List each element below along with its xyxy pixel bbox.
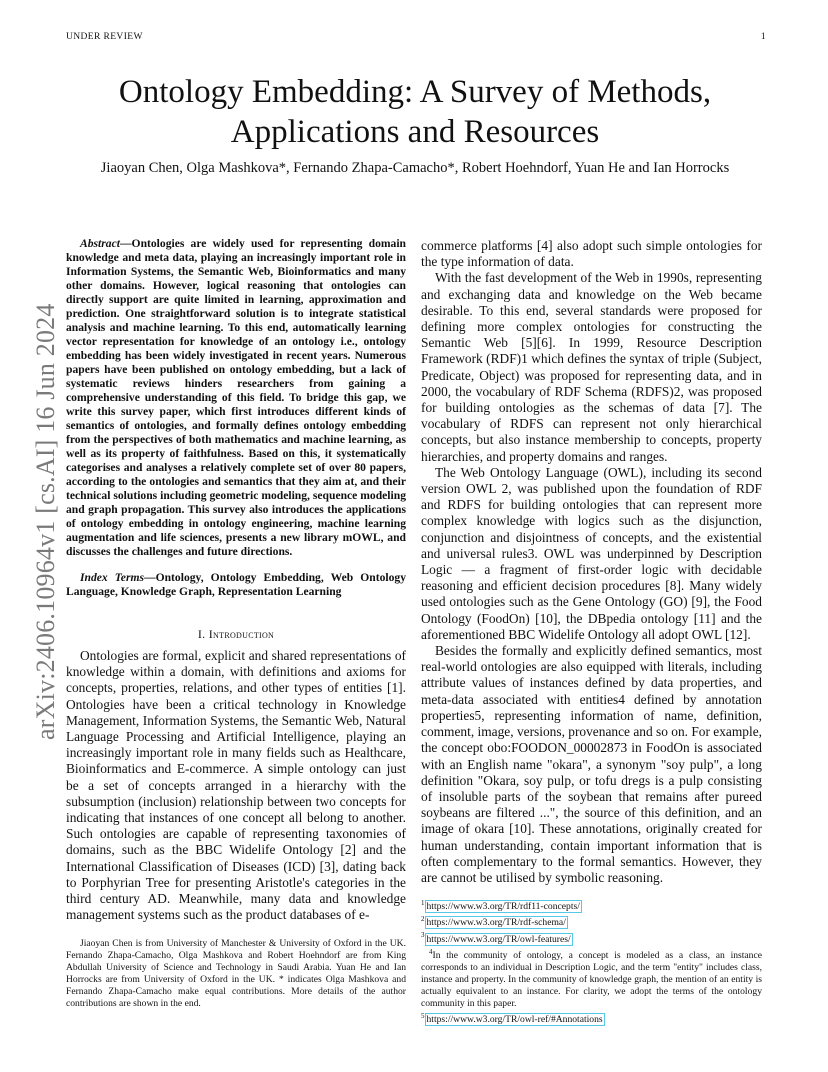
abstract-label: Abstract [80, 237, 120, 250]
footnote-3-url[interactable]: https://www.w3.org/TR/owl-features/ [426, 933, 571, 945]
footnote-5-url[interactable]: https://www.w3.org/TR/owl-ref/#Annotations [426, 1013, 603, 1025]
footnote-1[interactable]: $^1$ https://www.w3.org/TR/rdf11-concepts/ [421, 899, 580, 913]
section-title: Introduction [208, 627, 275, 641]
footnote-2-url[interactable]: https://www.w3.org/TR/rdf-schema/ [426, 917, 566, 929]
paragraph-owl: The Web Ontology Language (OWL), including its second version OWL 2, was published upon the foundation of RDF and RDFS for building ontologies that can represent more complex knowledge with logics such as the disjunction, conjunction and disjointness of concepts, and the existential and universal rules3. OWL was underpinned by Description Logic — a fragment of first-order logic with decidable reasoning and efficient decision procedures [8]. Many widely used ontologies such as the Gene Ontology (GO) [9], the Food Ontology (FoodOn) [10], the DBpedia ontology [11] and the aforementioned BBC Widelife Ontology all adopt OWL [12]. [421, 464, 762, 642]
arxiv-stamp: arXiv:2406.10964v1 [cs.AI] 16 Jun 2024 [31, 303, 60, 740]
abstract-text: Ontologies are widely used for representing domain knowledge and meta data, playing an increasingly important role in Information Systems, the Semantic Web, Bioinformatics and many other domains. However, logical reasoning that ontologies can directly support are quite limited in learning, approximation and prediction. One straightforward solution is to integrate statistical analysis and machine learning. To this end, automatically learning vector representation for knowledge of an ontology i.e., ontology embedding has been widely investigated in recent years. Numerous papers have been published on ontology embedding, but a lack of systematic reviews hinders researchers from gaining a comprehensive understanding of this field. To bridge this gap, we write this survey paper, which first introduces different kinds of semantics of ontologies, and formally defines ontology embedding from the perspectives of both mathematics and machine learning, as well as its property of faithfulness. Based on this, it systematically categorises and analyses a relatively complete set of over 80 papers, according to the ontologies and semantics that they aim at, and their technical solutions including geometric modeling, sequence modeling and graph propagation. This survey also introduces the applications of ontology embedding in ontology engineering, machine learning augmentation and life sciences, presents a new library mOWL, and discusses the challenges and future directions. [66, 237, 406, 558]
footnote-2[interactable]: $^2$ https://www.w3.org/TR/rdf-schema/ [421, 915, 566, 929]
paragraph-web-standards: With the fast development of the Web in 1990s, representing and exchanging data and knowledge on the Web became desirable. To this end, several standards were proposed for defining more complex ontologies for constructing the Semantic Web [5][6]. In 1999, Resource Description Framework (RDF)1 which defines the syntax of triple (Subject, Predicate, Object) was proposed for representing data, and in 2000, the vocabulary of RDF Schema (RDFS)2, was proposed for building ontologies as the schemas of data [7]. The vocabulary of RDFS can represent not only hierarchical concepts, but also instance membership to concepts, property hierarchies, and property domains and ranges. [421, 270, 762, 464]
page-number: 1 [760, 32, 766, 42]
footnote-1-url[interactable]: https://www.w3.org/TR/rdf11-concepts/ [426, 901, 580, 913]
running-title: UNDER REVIEW [66, 32, 143, 42]
index-terms-text: Ontology, Ontology Embedding, Web Ontology Language, Knowledge Graph, Representation Learning [66, 571, 406, 598]
paper-title: Ontology Embedding: A Survey of Methods, Applications and Resources [118, 74, 712, 150]
footnote-5[interactable]: $^5$ https://www.w3.org/TR/owl-ref/#Annotations [421, 1011, 603, 1025]
footnote-4: $^4$In the community of ontology, a concept is modeled as a class, an instance corresponds to an individual in Description Logic, and the term "entity" includes class, instance and property. In the community of knowledge graph, the mention of an entity is actually equivalent to an instance. For clarity, we adopt the terms of the ontology community in this paper. [421, 947, 762, 1009]
footnote-3[interactable]: $^3$ https://www.w3.org/TR/owl-features/ [421, 931, 571, 945]
author-note-text: Jiaoyan Chen is from University of Manchester & University of Oxford in the UK. Fernando Zhapa-Camacho, Olga Mashkova and Robert Hoehndorf are from King Abdullah University of Science and Technology in Saudi Arabia. Yuan He and Ian Horrocks are from University of Oxford in the UK. * indicates Olga Mashkova and Fernando Zhapa-Camacho make equal contributions. More details of the author contributions are shown in the end. [66, 938, 406, 1009]
intro-text: Ontologies are formal, explicit and shared representations of knowledge within a domain, with definitions and axioms for concepts, properties, relations, and other types of entities [1]. Ontologies have been a critical technology in Knowledge Management, Information Systems, the Semantic Web, Natural Language Processing and Artificial Intelligence, playing an increasingly important role in many fields such as Healthcare, Bioinformatics and E-commerce. A simple ontology can just be a set of concepts arranged in a hierarchy with the subsumption (inclusion) relationship between two concepts for indicating that instances of one concept all belong to another. Such ontologies are capable of representing taxonomies of domains, such as the BBC Widelife Ontology [2] and the International Classification of Diseases (ICD) [3], dating back to Porphyrian Tree for presenting Aristotle's categories in the third century AD. Meanwhile, many data and knowledge management systems such as the product databases of e- [66, 648, 406, 923]
running-header [66, 32, 766, 42]
author-affiliation-note [66, 938, 406, 1010]
footnotes [421, 897, 762, 1026]
abstract: Abstract—Ontologies are widely used for representing domain knowledge and meta data, playing an increasingly important role in Information Systems, the Semantic Web, Bioinformatics and many other domains. However, logical reasoning that ontologies can directly support are quite limited in learning, approximation and prediction. One straightforward solution is to integrate statistical analysis and machine learning. To this end, automatically learning vector representation for knowledge of an ontology i.e., ontology embedding has been widely investigated in recent years. Numerous papers have been published on ontology embedding, but a lack of systematic reviews hinders researchers from gaining a comprehensive understanding of this field. To bridge this gap, we write this survey paper, which first introduces different kinds of semantics of ontologies, and formally defines ontology embedding from the perspectives of both mathematics and machine learning, as well as its property of faithfulness. Based on this, it systematically categorises and analyses a relatively complete set of over 80 papers, according to the ontologies and semantics that they aim at, and their technical solutions including geometric modeling, sequence modeling and graph propagation. This survey also introduces the applications of ontology embedding in ontology engineering, machine learning augmentation and life sciences, presents a new library mOWL, and discusses the challenges and future directions. [66, 237, 406, 558]
index-terms-label: Index Terms [80, 571, 144, 584]
intro-paragraph [66, 648, 406, 923]
paragraph-literals: Besides the formally and explicitly defined semantics, most real-world ontologies are also equipped with literals, including attribute values of instances defined by data properties, and meta-data associated with entities4 defined by annotation properties5, representing information of name, definition, comment, image, versions, provenance and so on. For example, the concept obo:FOODON_00002873 in FoodOn is associated with an English name "okara", a synonym "soy pulp", a long definition "Okara, soy pulp, or tofu dregs is a pulp consisting of insoluble parts of the soybean that remains after pureed soybeans are filtered ...", the source of this definition, and an image of okara [10]. These annotations, originally created for human understanding, contain important information that is often complementary to the formal semantics. However, they are cannot be utilised by symbolic reasoning. [421, 643, 762, 885]
right-column-body [421, 238, 762, 886]
paragraph-commerce: commerce platforms [4] also adopt such simple ontologies for the type information of data. [421, 238, 762, 270]
index-terms: Index Terms—Ontology, Ontology Embedding, Web Ontology Language, Knowledge Graph, Representation Learning [66, 571, 406, 598]
footnote-4-text: In the community of ontology, a concept is modeled as a class, an instance corresponds to an individual in Description Logic, and the term "entity" includes class, instance and property. In the community of knowledge graph, the mention of an entity is actually equivalent to an instance. For clarity, we adopt the terms of the ontology community in this paper. [421, 949, 762, 1009]
section-heading [66, 626, 406, 642]
author-list: Jiaoyan Chen, Olga Mashkova*, Fernando Zhapa-Camacho*, Robert Hoehndorf, Yuan He and Ian Horrocks [100, 160, 730, 176]
section-number: I. [197, 627, 206, 641]
